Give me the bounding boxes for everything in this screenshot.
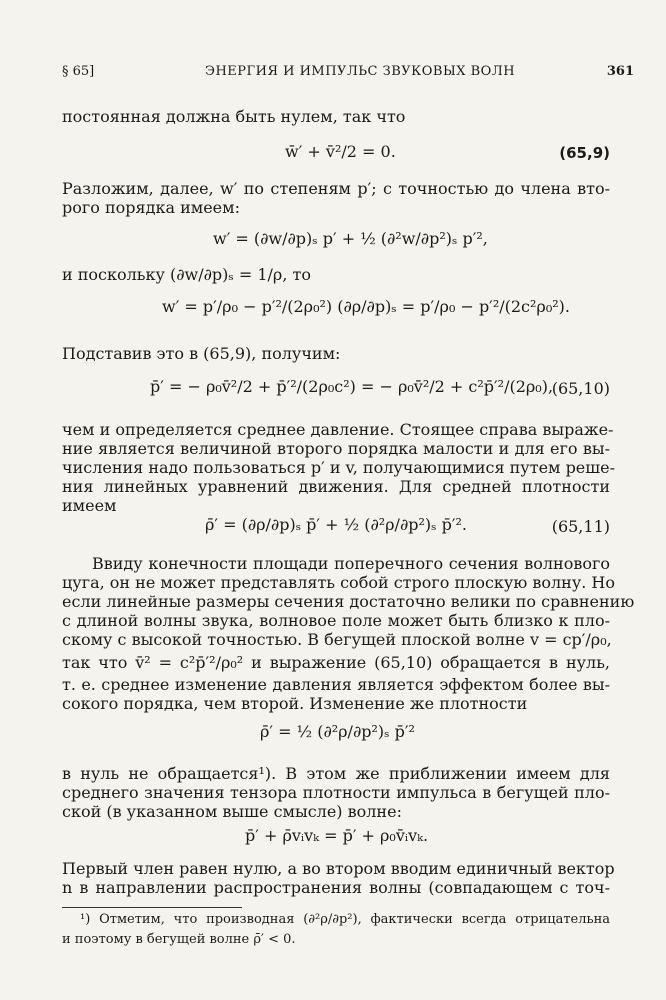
- equation: w̄′ + v̄²/2 = 0.: [285, 142, 396, 161]
- footnote-line: ¹) Отметим, что производная (∂²ρ/∂p²), фактически всегда отрицательна: [80, 912, 610, 927]
- text-line: рого порядка имеем:: [62, 198, 240, 217]
- equation: p̄′ = − ρ₀v̄²/2 + p̄′²/(2ρ₀c²) = − ρ₀v̄²/2 + c²p̄′²/(2ρ₀),: [150, 377, 554, 396]
- text-line: числения надо пользоваться p′ и v, получающимися путем реше-: [62, 458, 616, 477]
- text-line: ния линейных уравнений движения. Для средней плотности: [62, 477, 610, 496]
- text-line: сокого порядка, чем второй. Изменение же плотности: [62, 694, 528, 713]
- equation: w′ = p′/ρ₀ − p′²/(2ρ₀²) (∂ρ/∂p)ₛ = p′/ρ₀ − p′²/(2c²ρ₀²).: [162, 297, 570, 316]
- section-ref: § 65]: [62, 64, 95, 79]
- equation: w′ = (∂w/∂p)ₛ p′ + ½ (∂²w/∂p²)ₛ p′²,: [213, 229, 488, 248]
- text-line: ской (в указанном выше смысле) волне:: [62, 802, 402, 821]
- text-line: т. е. среднее изменение давления является эффектом более вы-: [62, 675, 610, 694]
- equation: ρ̄′ = ½ (∂²ρ/∂p²)ₛ p̄′²: [260, 722, 415, 741]
- text-line: Разложим, далее, w′ по степеням p′; с точностью до члена вто-: [62, 179, 610, 198]
- text-line: Первый член равен нулю, а во втором вводим единичный вектор: [62, 859, 615, 878]
- text-line: в нуль не обращается¹). В этом же приближении имеем для: [62, 764, 610, 783]
- footnote-line: и поэтому в бегущей волне ρ̄′ < 0.: [62, 932, 296, 947]
- text-line: постоянная должна быть нулем, так что: [62, 107, 406, 126]
- footnote-rule: [62, 907, 242, 908]
- text-line: так что v̄² = c²p̄′²/ρ₀² и выражение (65,10) обращается в нуль,: [62, 653, 610, 672]
- equation-number: (65,11): [551, 517, 610, 536]
- equation: p̄′ + ρ̄vᵢvₖ = p̄′ + ρ₀v̄ᵢvₖ.: [245, 826, 429, 845]
- text-line: чем и определяется среднее давление. Стоящее справа выраже-: [62, 420, 614, 439]
- text-line: цуга, он не может представлять собой строго плоскую волну. Но: [62, 573, 615, 592]
- text-line: Подставив это в (65,9), получим:: [62, 344, 341, 363]
- equation-number: (65,10): [551, 379, 610, 398]
- text-line: ние является величиной второго порядка малости и для его вы-: [62, 439, 610, 458]
- text-line: и поскольку (∂w/∂p)ₛ = 1/ρ, то: [62, 265, 311, 284]
- text-line: имеем: [62, 496, 117, 515]
- text-line: с длиной волны звука, волновое поле может быть близко к пло-: [62, 611, 610, 630]
- text-line: если линейные размеры сечения достаточно велики по сравнению: [62, 592, 635, 611]
- text-line: среднего значения тензора плотности импульса в бегущей пло-: [62, 783, 610, 802]
- equation-number: (65,9): [559, 144, 610, 162]
- equation: ρ̄′ = (∂ρ/∂p)ₛ p̄′ + ½ (∂²ρ/∂p²)ₛ p̄′².: [205, 515, 467, 534]
- page-number: 361: [606, 64, 634, 79]
- text-line: n в направлении распространения волны (совпадающем с точ-: [62, 878, 610, 897]
- text-line: Ввиду конечности площади поперечного сечения волнового: [92, 554, 610, 573]
- running-title: ЭНЕРГИЯ И ИМПУЛЬС ЗВУКОВЫХ ВОЛН: [205, 64, 516, 79]
- text-line: скому с высокой точностью. В бегущей плоской волне v = cp′/ρ₀,: [62, 630, 612, 649]
